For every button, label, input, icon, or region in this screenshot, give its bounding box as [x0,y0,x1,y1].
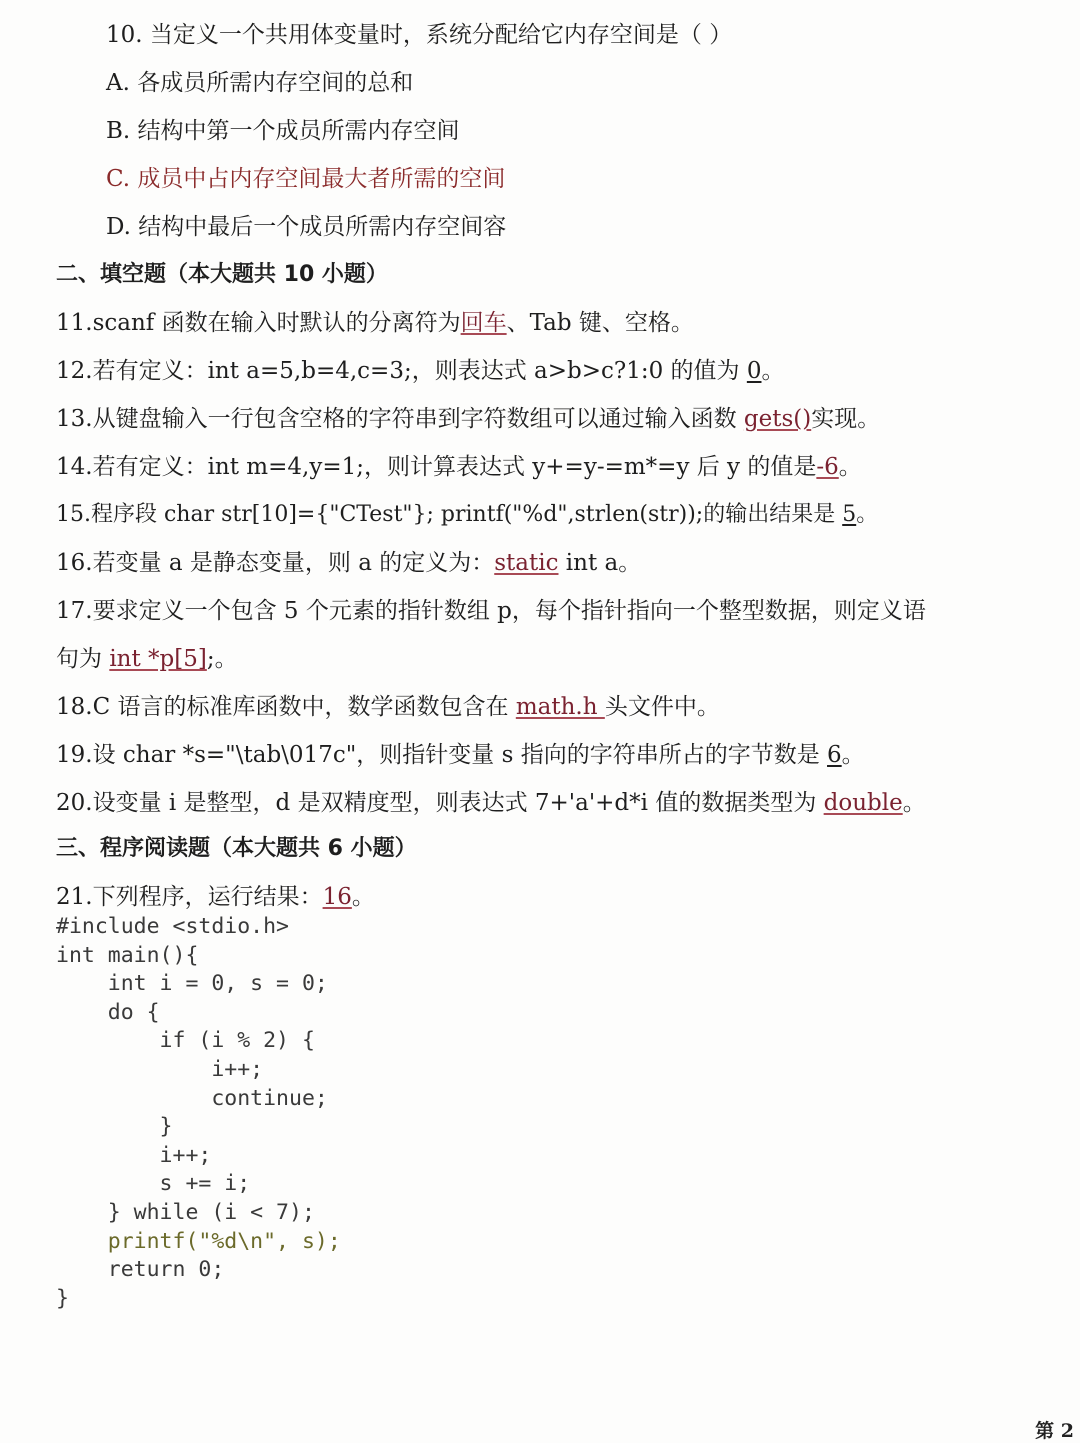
section-heading-program-reading: 三、程序阅读题（本大题共 6 小题） [56,836,417,861]
question-15 [56,500,1040,530]
question-text: 19.设 char *s="\tab\017c"，则指针变量 s 指向的字符串所占的字节数是 [56,742,828,768]
question-text: 20.设变量 i 是整型，d 是双精度型，则表达式 7+'a'+d*i 值的数据类型为 [56,790,824,816]
answer-blank: 回车 [460,310,507,336]
question-text: 14.若有定义：int m=4,y=1;，则计算表达式 y+=y-=m*=y 后 y 的值是 [56,454,817,480]
code-block [56,913,341,1313]
answer-blank: 16 [322,884,352,910]
question-text: 11.scanf 函数在输入时默认的分离符为 [56,310,461,336]
question-20 [56,788,1040,818]
section-heading-fill-blank: 二、填空题（本大题共 10 小题） [56,262,388,287]
question-17-continued [56,644,1040,674]
question-text-tail: 。 [856,502,879,527]
answer-blank: double [823,790,903,816]
question-text-tail: 、Tab 键、空格。 [506,310,694,336]
question-text: 13.从键盘输入一行包含空格的字符串到字符数组可以通过输入函数 [56,406,744,432]
question-16 [56,548,1040,578]
answer-blank: 5 [842,502,857,527]
code-line: } [56,1114,173,1140]
code-line: } [56,1285,69,1311]
question-11 [56,308,1040,338]
question-17 [56,596,1040,626]
question-text-tail: 。 [761,358,785,384]
code-line: do { [56,999,160,1025]
option-b: B. 结构中第一个成员所需内存空间 [106,118,460,144]
question-text-tail: 。 [841,742,865,768]
answer-blank: int *p[5] [109,646,207,672]
page-number: 第 2 [1035,1420,1074,1442]
code-line: printf("%d\n", s); [56,1228,341,1254]
question-text: 17.要求定义一个包含 5 个元素的指针数组 p，每个指针指向一个整型数据，则定义语 [56,598,926,624]
question-18 [56,692,1040,722]
option-a: A. 各成员所需内存空间的总和 [106,70,414,96]
question-text: 21.下列程序，运行结果： [56,884,323,910]
question-text: 18.C 语言的标准库函数中，数学函数包含在 [56,694,516,720]
option-c-correct: C. 成员中占内存空间最大者所需的空间 [106,166,506,192]
answer-blank: math.h [515,694,605,720]
code-line: return 0; [56,1257,225,1283]
question-text: 句为 [56,646,110,672]
answer-blank: gets() [743,406,812,432]
question-10-stem: 10. 当定义一个共用体变量时，系统分配给它内存空间是（ ） [106,22,733,48]
question-text: 16.若变量 a 是静态变量，则 a 的定义为： [56,550,495,576]
code-line: #include <stdio.h> [56,914,289,939]
question-text-tail: 。 [902,790,926,816]
question-text-tail: 。 [838,454,862,480]
question-21 [56,882,1040,912]
question-text-tail: 头文件中。 [604,694,720,720]
question-text-tail: 实现。 [811,406,881,432]
code-line: int main(){ [56,942,199,968]
question-text: 15.程序段 char str[10]={"CTest"}; printf("%d",strlen(str));的输出结果是 [56,502,843,527]
code-line: s += i; [56,1171,251,1197]
question-14 [56,452,1040,482]
answer-blank: 0 [746,358,762,384]
code-line: i++; [56,1056,264,1082]
question-text-tail: int a。 [558,550,642,576]
question-12 [56,356,1040,386]
code-line: continue; [56,1085,328,1111]
question-text-tail: ;。 [206,646,238,672]
answer-blank: -6 [816,454,839,480]
answer-blank: 6 [827,742,842,768]
question-text-tail: 。 [351,884,375,910]
question-19 [56,740,1040,770]
answer-blank: static [494,550,559,576]
code-line: i++; [56,1142,212,1168]
code-line: if (i % 2) { [56,1028,315,1054]
code-line: int i = 0, s = 0; [56,971,328,997]
code-line: } while (i < 7); [56,1199,315,1225]
question-text: 12.若有定义：int a=5,b=4,c=3;，则表达式 a>b>c?1:0 的值为 [56,358,747,384]
question-13 [56,404,1040,434]
option-d: D. 结构中最后一个成员所需内存空间容 [106,214,507,240]
